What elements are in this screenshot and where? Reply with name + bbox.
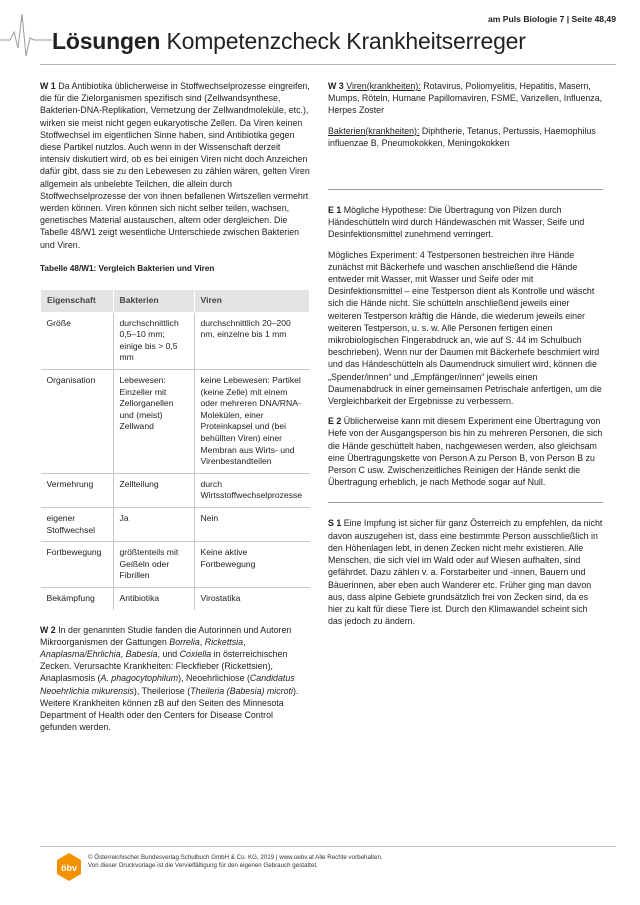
title-rest: Kompetenzcheck Krankheitserreger — [166, 28, 526, 54]
e1-hypothesis-text: Mögliche Hypothese: Die Übertragung von Pilzen durch Händeschütteln wird durch Händewaschen mit Wasser, Seife und Desinfektionsmittel zunehmend verringert. — [328, 205, 585, 240]
comparison-table — [40, 289, 310, 609]
table-row — [41, 473, 310, 507]
table-cell: durchschnittlich 0,5–10 mm; einige bis > 0,5 mm — [113, 312, 194, 369]
genus-name: Anaplasma/Ehrlichia — [40, 648, 121, 659]
footer-rule — [40, 846, 616, 847]
w2-text: in österreichischen Zecken. Verursachte Krankheiten: Fleckfieber (Rickettsien), Anaplasmosis ( — [40, 648, 288, 684]
species-name: Theileria (Babesia) microti — [190, 685, 293, 696]
header-rule — [40, 64, 616, 65]
bakterien-label: Bakterien(krankheiten): — [328, 125, 420, 136]
table-cell: Antibiotika — [113, 587, 194, 609]
s1-paragraph — [328, 517, 603, 627]
section-divider — [328, 189, 603, 190]
viren-label: Viren(krankheiten): — [346, 81, 421, 91]
w2-paragraph — [40, 624, 310, 734]
table-row — [41, 370, 310, 474]
viren-text: Rotavirus, Poliomyelitis, Hepatitis, Masern, Mumps, Röteln, Humane Papillomaviren, FSME, Varizellen, Influenza, Herpes Zoster — [328, 81, 603, 116]
table-cell: Nein — [194, 507, 310, 541]
w2-text: ). Weitere Krankheiten können zB auf den Seiten des Minnesota Department of Health oder den Centers for Disease Control gefunden werden. — [40, 685, 299, 733]
species-name: A. phagocytophilum — [100, 673, 179, 684]
table-cell: durch Wirtsstoffwechselprozesse — [194, 473, 310, 507]
oebv-logo-icon — [54, 852, 84, 882]
w1-paragraph — [40, 80, 310, 251]
table-cell: Ja — [113, 507, 194, 541]
table-cell: Fortbewegung — [41, 542, 114, 588]
copyright: © Österreichischer Bundesverlag Schulbuch GmbH & Co. KG, 2019 | www.oebv.at Alle Rechte vorbehalten. — [88, 854, 383, 861]
w2-text: , — [199, 636, 203, 647]
table-cell: eigener Stoffwechsel — [41, 507, 114, 541]
table-row — [41, 507, 310, 541]
e2-label: E 2 — [328, 416, 342, 427]
w2-text: ), Neoehrlichiose ( — [178, 673, 250, 684]
table-cell: Vermehrung — [41, 473, 114, 507]
page-title — [52, 28, 526, 55]
w3-label: W 3 — [328, 81, 344, 91]
left-column — [40, 80, 310, 741]
w2-text: , — [243, 636, 246, 647]
table-cell: keine Lebewesen: Partikel (keine Zelle) mit einem oder mehreren DNA/RNA-Molekülen, einer Proteinkapsel und (bei behüllten Viren) einer Membran aus Wirts- und Virenbestandteilen — [194, 370, 310, 474]
e1-label: E 1 — [328, 205, 342, 216]
w2-text: , und — [157, 648, 178, 659]
table-header: Bakterien — [113, 290, 194, 313]
table-caption: Tabelle 48/W1: Vergleich Bakterien und Viren — [40, 263, 215, 273]
table-row — [41, 587, 310, 609]
genus-name: Coxiella — [179, 648, 212, 659]
genus-name: Babesia — [125, 648, 158, 659]
table-cell: Keine aktive Fortbewegung — [194, 542, 310, 588]
w2-text: ), Theileriose ( — [133, 685, 191, 696]
table-cell: Lebewesen: Einzeller mit Zellorganellen und (meist) Zellwand — [113, 370, 194, 474]
table-header-row — [41, 290, 310, 313]
e2-paragraph — [328, 415, 603, 488]
section-divider — [328, 502, 603, 503]
w3-bakterien-paragraph — [328, 125, 603, 149]
table-cell: Organisation — [41, 370, 114, 474]
w2-text: In der genannten Studie fanden die Autorinnen und Autoren Mikroorganismen der Gattungen — [40, 624, 292, 647]
copy-notice: Von dieser Druckvorlage ist die Vervielfältigung für den eigenen Gebrauch gestattet. — [88, 862, 318, 869]
e1-hypothesis — [328, 204, 603, 241]
table-cell: Zellteilung — [113, 473, 194, 507]
table-cell: größtenteils mit Geißeln oder Fibrillen — [113, 542, 194, 588]
w1-label: W 1 — [40, 81, 56, 91]
footer-text — [88, 854, 418, 870]
e1-experiment: Mögliches Experiment: 4 Testpersonen bestreichen ihre Hände zunächst mit Bäckerhefe und waschen anschließend die Hände entweder mit Wasser, mit Wasser und Seife oder mit Desinfektionsmittel – eine Testperson dient als Kontrolle und wäscht sich die Hände nicht. Sie schütteln anschließend jeweils einer weiteren Testperson kräftig die Hände, die wiederum jeweils einer weiteren Testperson, u. s. w. Alle Personen fertigen einen mikrobiologischen Fingerabdruck an, wie auf S. 44 im Schulbuch beschrieben). Wenn nur der Daumen mit Bäckerhefe beschmiert wird und das Händeschütteln als Daumendruck simuliert wird, können die „Spender/innen“ und „Empfänger/innen“ jeweils einen Daumenabdruck in einer gemeinsamen Petrischale anfertigen, um die Vergleichbarkeit der Ergebnisse zu verbessern. — [328, 249, 602, 407]
title-bold: Lösungen — [52, 28, 161, 54]
w3-viren-paragraph — [328, 80, 603, 117]
table-header: Eigenschaft — [41, 290, 114, 313]
table-cell: Größe — [41, 312, 114, 369]
w1-text: Da Antibiotika üblicherweise in Stoffwechselprozesse eingreifen, die für die Zielorganismen spezifisch sind (Zellwandsynthese, Bakterien-DNA-Replikation, Vernetzung der Zellwandmoleküle, etc.), wirken sie meist nicht gegen eukaryotische Zellen. Da Viren keinen Stoffwechsel im eigentlichen Sinne haben, sind Antibiotika gegen diese Partikel nutzlos. Auch wenn in der Wissenschaft derzeit intensiv diskutiert wird, ob es bei einigen Viren nicht doch Anzeichen dafür gibt, dass sie zu den Lebewesen zu zählen wären, gelten Viren allgemein als unbelebte Teilchen, die allein durch Stoffwechselprozesse der von ihnen befallenen Wirtszellen vermehrt werden können. Viren können sich nicht selber teilen, wachsen, genetisches Material austauschen, altern oder dergleichen. Die Tabelle 48/W1 zeigt wesentliche Unterschiede zwischen Bakterien und Viren. — [40, 81, 310, 250]
table-row — [41, 312, 310, 369]
logo-text: öbv — [60, 863, 78, 873]
table-cell: durchschnittlich 20–200 nm, einzelne bis 1 mm — [194, 312, 310, 369]
right-column — [328, 80, 603, 635]
species-name: Candidatus Neoehrlichia mikurensis — [40, 673, 295, 696]
w2-text: , — [120, 648, 124, 659]
s1-label: S 1 — [328, 518, 342, 529]
bakterien-text: Diphtherie, Tetanus, Pertussis, Haemophilus influenzae B, Pneumokokken, Meningokokken — [328, 125, 596, 148]
heartbeat-line-icon — [0, 10, 52, 60]
table-row — [41, 542, 310, 588]
table-cell: Bekämpfung — [41, 587, 114, 609]
s1-text: Eine Impfung ist sicher für ganz Österreich zu empfehlen, da nicht davon auszugehen ist, dass eine bestimmte Person ausschließlich in den Höhenlagen lebt, in denen Zecken nicht mehr existieren. Alle Menschen, die sich viel im Wald oder auf Wiesen aufhalten, sind gefährdet. Dazu zählen v. a. Forstarbeiter und -innen, Bauern und Bäuerinnen, aber eben auch Wanderer etc. Früher ging man davon aus, dass alpine Gebiete grundsätzlich frei von Zecken sind, da es hier zu kalt für diese Tiere ist. Durch den Klimawandel scheint sich das jedoch zu ändern. — [328, 518, 603, 627]
genus-name: Borrelia — [169, 636, 200, 647]
book-reference: am Puls Biologie 7 | Seite 48,49 — [487, 14, 616, 24]
genus-name: Rickettsia — [204, 636, 244, 647]
table-cell: Virostatika — [200, 592, 241, 603]
e2-text: Üblicherweise kann mit diesem Experiment eine Übertragung von Hefe von der Ausgangsperson bis hin zu mehreren Personen, die sich die Hände geschüttelt haben, nachgewiesen werden, also gleichsam eine Übertragungskette von Person A zu Person B, von Person B zu Person C usw. Zwischenzeitliches Reinigen der Hände senkt die Übertragung erheblich, je nach Methode sogar auf Null. — [328, 416, 603, 488]
w2-label: W 2 — [40, 624, 56, 635]
table-header: Viren — [194, 290, 310, 313]
